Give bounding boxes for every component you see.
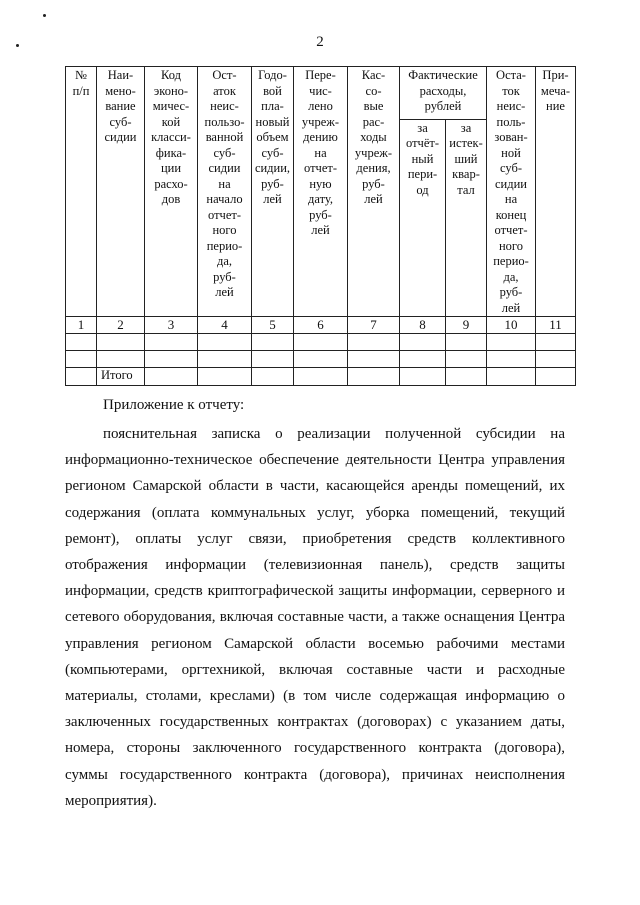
total-label: Итого <box>97 368 145 386</box>
header-reporting-period: за отчёт- ный пери- од <box>400 119 446 316</box>
page-number: 2 <box>316 34 324 50</box>
header-closing-balance: Оста- ток неис- поль- зован- ной суб- сидии на конец отчет- ного перио- да, руб- лей <box>487 67 536 317</box>
explanatory-note-paragraph: пояснительная записка о реализации полученной субсидии на информационно-техническое обеспечение деятельности Центра управления регионом Самарской области в части, касающейся аренды помещений, их содержания (оплата коммунальных услуг, уборка помещений, текущий ремонт), оплаты услуг связи, приобретения средств коллективного отображения информации (телевизионная панель), средств защиты информации, средств криптографической защиты информации, серверного и сетевого оборудования, включая составные части, а также оснащения Центра управления регионом Самарской области восемью рабочими местами (компьютерами, оргтехникой, включая составные части и расходные материалы, столами, креслами) (в том числе содержащая информацию о заключенных государственных контрактах (договорах) с указанием даты, номера, стороны заключенного государственного контракта (договора), суммы государственного контракта (договора), причинах неисполнения мероприятия). <box>65 426 565 809</box>
column-number: 1 <box>66 317 97 334</box>
column-number: 5 <box>252 317 294 334</box>
column-number: 10 <box>487 317 536 334</box>
header-economic-code: Код эконо- мичес- кой класси- фика- ции расхо- дов <box>145 67 198 317</box>
column-number: 3 <box>145 317 198 334</box>
header-annual-plan: Годо- вой пла- новый объем суб- сидии, руб- лей <box>252 67 294 317</box>
column-numbers-row <box>66 317 576 334</box>
subsidy-report-table <box>65 66 576 386</box>
column-number: 2 <box>97 317 145 334</box>
column-number: 11 <box>536 317 576 334</box>
header-subsidy-name: Наи- мено- вание суб- сидии <box>97 67 145 317</box>
total-row <box>66 368 576 386</box>
header-cash-expenses: Кас- со- вые рас- ходы учреж- дения, руб- лей <box>348 67 400 317</box>
header-actual-expenses: Фактические расходы, рублей <box>400 67 487 120</box>
header-row-number: № п/п <box>66 67 97 317</box>
header-note: При- меча- ние <box>536 67 576 317</box>
header-opening-balance: Ост- аток неис- пользо- ванной суб- сидии на начало отчет- ного перио- да, руб- лей <box>198 67 252 317</box>
column-number: 9 <box>446 317 487 334</box>
column-number: 7 <box>348 317 400 334</box>
column-number: 8 <box>400 317 446 334</box>
table-row <box>66 351 576 368</box>
header-transferred: Пере- чис- лено учреж- дению на отчет- ную дату, руб- лей <box>294 67 348 317</box>
column-number: 4 <box>198 317 252 334</box>
column-number: 6 <box>294 317 348 334</box>
header-past-quarter: за истек- ший квар- тал <box>446 119 487 316</box>
scan-mark-dot <box>43 14 46 17</box>
table-row <box>66 334 576 351</box>
appendix-title: Приложение к отчету: <box>103 397 245 413</box>
